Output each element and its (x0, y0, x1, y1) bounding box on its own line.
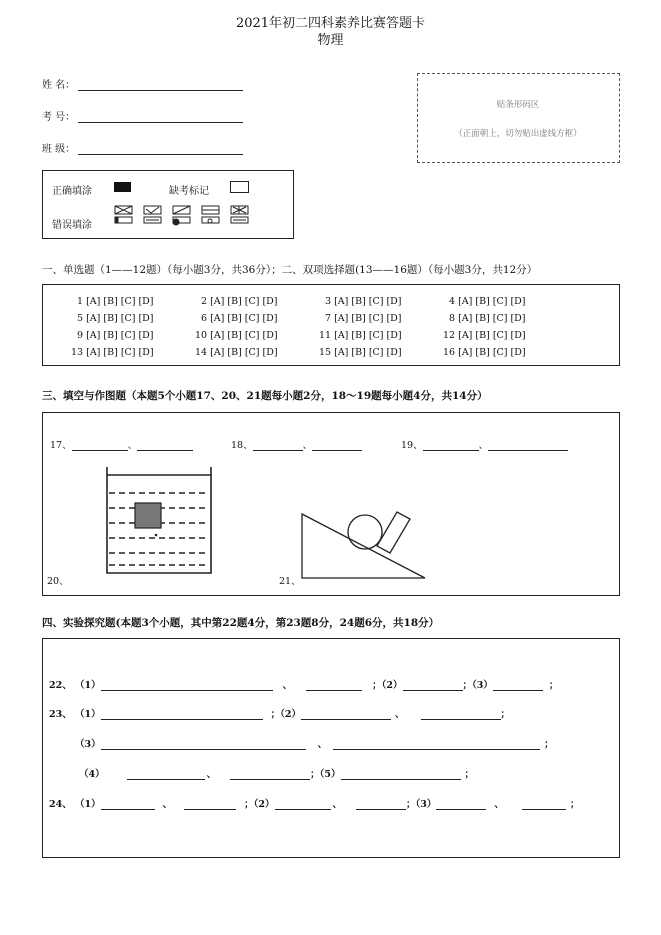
q18-sep: 、 (302, 440, 313, 451)
q24-part1: （1） (79, 799, 101, 810)
q18-blank-1[interactable] (253, 440, 303, 451)
q19-row (401, 437, 568, 451)
section4-box (42, 638, 620, 858)
q24-row (49, 796, 579, 810)
mcq-item[interactable]: 9 [A] [B] [C] [D] (77, 330, 154, 341)
q19-blank-1[interactable] (423, 440, 479, 451)
q23-blank-3[interactable] (421, 709, 501, 720)
q23-semi-3: ； (544, 739, 554, 750)
q18-row (231, 437, 362, 451)
q24-blank-4[interactable] (356, 799, 406, 810)
q19-label: 19、 (401, 440, 423, 451)
mcq-item[interactable]: 7 [A] [B] [C] [D] (325, 313, 402, 324)
q23-blank-7[interactable] (230, 769, 310, 780)
wrong-mark-check (144, 206, 161, 223)
q23-part5: （5） (319, 769, 341, 780)
q18-blank-2[interactable] (312, 440, 362, 451)
mcq-item[interactable]: 2 [A] [B] [C] [D] (201, 296, 278, 307)
q22-blank-4[interactable] (493, 680, 543, 691)
q24-semi-3: ； (569, 799, 580, 810)
q20-label: 20、 (47, 576, 69, 587)
q23-blank-2[interactable] (301, 709, 391, 720)
q23-semi: ； (270, 709, 281, 720)
mcq-item[interactable]: 14 [A] [B] [C] [D] (195, 347, 278, 358)
q22-semi: ； (372, 680, 382, 691)
mcq-item[interactable]: 1 [A] [B] [C] [D] (77, 296, 154, 307)
q22-semi-2: ； (462, 680, 473, 691)
wrong-mark-circle (202, 206, 219, 223)
q23-blank-1[interactable] (101, 709, 263, 720)
mcq-item[interactable]: 5 [A] [B] [C] [D] (77, 313, 154, 324)
q24-blank-1[interactable] (101, 799, 155, 810)
absent-label: 缺考标记 (169, 186, 209, 197)
section1-title: 一、单选题（1——12题）（每小题3分，共36分）；二、双项选择题(13——16题）（每小题3分，共12分） (42, 264, 538, 276)
q24-blank-2[interactable] (184, 799, 236, 810)
barcode-note: （正面朝上，切勿贴出虚线方框） (454, 129, 582, 139)
q23-part3: （3） (75, 739, 101, 750)
q24-blank-6[interactable] (522, 799, 566, 810)
q22-sep: 、 (282, 680, 293, 691)
q23-semi-2: ； (500, 709, 511, 720)
q17-blank-2[interactable] (137, 440, 193, 451)
q23-label: 23、 (49, 709, 72, 720)
barcode-area (417, 73, 620, 163)
class-label: 班 级： (42, 144, 76, 155)
q24-sep: 、 (162, 799, 173, 810)
fill-legend (42, 170, 294, 239)
wrong-mark-dot (173, 206, 190, 225)
q17-label: 17、 (50, 440, 72, 451)
wrong-fill-examples (113, 203, 253, 227)
q23-blank-5[interactable] (333, 739, 540, 750)
q24-sep-2: 、 (332, 799, 343, 810)
section3-box (42, 412, 620, 596)
mcq-item[interactable]: 15 [A] [B] [C] [D] (319, 347, 402, 358)
class-field[interactable] (78, 153, 243, 155)
q24-sep-3: 、 (494, 799, 504, 810)
q19-sep: 、 (478, 440, 489, 451)
id-field[interactable] (78, 121, 243, 123)
q17-row (50, 437, 193, 451)
mcq-item[interactable]: 12 [A] [B] [C] [D] (443, 330, 526, 341)
q22-blank-1[interactable] (101, 680, 273, 691)
q24-blank-5[interactable] (436, 799, 486, 810)
section3-title: 三、填空与作图题（本题5个小题17、20、21题每小题2分，18～19题每小题4分，共14分） (42, 390, 488, 402)
mcq-item[interactable]: 16 [A] [B] [C] [D] (443, 347, 526, 358)
section4-title: 四、实验探究题(本题3个小题，其中第22题4分，第23题8分，24题6分，共18分） (42, 617, 440, 629)
q21-incline-figure[interactable] (297, 508, 432, 583)
q23-row-2 (75, 736, 554, 750)
q23-sep-3: 、 (206, 769, 217, 780)
wrong-mark-star (231, 206, 248, 223)
correct-fill-mark (114, 182, 131, 192)
name-label: 姓 名： (42, 80, 76, 91)
mcq-item[interactable]: 8 [A] [B] [C] [D] (449, 313, 526, 324)
barcode-title: 贴条形码区 (496, 100, 540, 110)
q18-label: 18、 (231, 440, 253, 451)
name-field[interactable] (78, 89, 243, 91)
q22-part3: （3） (472, 680, 493, 691)
q23-blank-8[interactable] (341, 769, 461, 780)
q22-row (49, 677, 558, 691)
q23-blank-4[interactable] (101, 739, 306, 750)
q23-blank-6[interactable] (127, 769, 205, 780)
q23-semi-5: ； (464, 769, 475, 780)
q23-part1: （1） (79, 709, 101, 720)
mcq-item[interactable]: 13 [A] [B] [C] [D] (71, 347, 154, 358)
q22-semi-3: ； (548, 680, 559, 691)
q23-part2: （2） (280, 709, 301, 720)
wrong-mark-cross (115, 206, 132, 223)
q17-blank-1[interactable] (72, 440, 128, 451)
q21-label: 21、 (279, 576, 301, 587)
q23-row-3 (79, 766, 474, 780)
page-title: 2021年初二四科素养比赛答题卡 (235, 16, 426, 31)
q24-part2: （2） (253, 799, 275, 810)
mcq-item[interactable]: 4 [A] [B] [C] [D] (449, 296, 526, 307)
q20-container-figure[interactable] (101, 463, 216, 578)
q24-blank-3[interactable] (275, 799, 331, 810)
q22-blank-2[interactable] (306, 680, 362, 691)
mcq-item[interactable]: 3 [A] [B] [C] [D] (325, 296, 402, 307)
q22-part2: （2） (381, 680, 403, 691)
q24-label: 24、 (49, 799, 72, 810)
absent-mark (230, 181, 249, 193)
q23-semi-4: ； (310, 769, 320, 780)
q23-sep: 、 (395, 709, 405, 720)
q22-label: 22、 (49, 680, 72, 691)
q24-semi-2: ； (406, 799, 416, 810)
mcq-item[interactable]: 11 [A] [B] [C] [D] (319, 330, 402, 341)
subject-title: 物理 (317, 33, 344, 48)
q22-part1: （1） (79, 680, 101, 691)
wrong-fill-label: 错误填涂 (52, 220, 92, 231)
q19-blank-2[interactable] (488, 440, 568, 451)
id-label: 考 号： (42, 112, 76, 123)
q22-blank-3[interactable] (403, 680, 463, 691)
q17-sep: 、 (127, 440, 138, 451)
q24-part3: （3） (415, 799, 437, 810)
q24-semi: ； (244, 799, 254, 810)
mcq-box (42, 284, 620, 366)
correct-fill-label: 正确填涂 (52, 186, 92, 197)
q23-sep-2: 、 (317, 739, 328, 750)
q23-row-1 (49, 706, 510, 720)
q23-part4: （4） (79, 769, 105, 780)
mcq-item[interactable]: 6 [A] [B] [C] [D] (201, 313, 278, 324)
mcq-item[interactable]: 10 [A] [B] [C] [D] (195, 330, 278, 341)
